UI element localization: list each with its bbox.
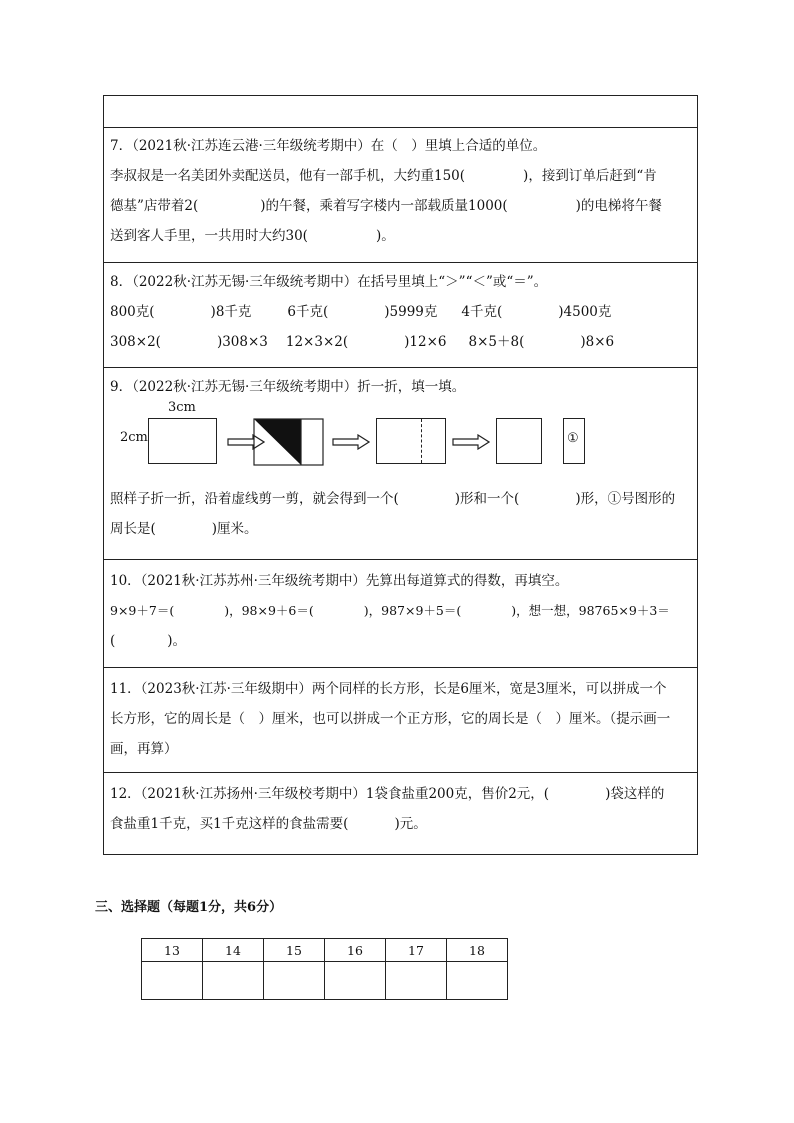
answer-grid [141,938,508,1000]
q7-header: 7．（2021秋·江苏连云港·三年级统考期中）在（ ）里填上合适的单位。 [110,138,547,154]
answer-cell-18[interactable] [447,962,508,1000]
question-9 [104,367,697,559]
dashed-line-shape [376,418,446,464]
q7-line1: 李叔叔是一名美团外卖配送员，他有一部手机，大约重150( )，接到订单后赶到“肯 [110,168,657,184]
section-3-title: 三、选择题（每题1分，共6分） [95,900,283,915]
q12-line2: 食盐重1千克，买1千克这样的食盐需要( )元。 [110,816,427,832]
question-7 [104,127,697,262]
q9-line1: 照样子折一折，沿着虚线剪一剪，就会得到一个( )形和一个( )形，①号图形的 [110,491,676,507]
q8-row1: 800克( )8千克 6千克( )5999克 4千克( )4500克 [110,304,612,320]
question-10 [104,559,697,667]
arrow-icon [332,434,370,450]
q10-header: 10．（2021秋·江苏苏州·三年级统考期中）先算出每道算式的得数，再填空。 [110,573,569,589]
answer-cell-13[interactable] [142,962,203,1000]
answer-col-header: 18 [447,939,508,962]
square-shape [496,418,542,464]
width-label: 3cm [168,400,196,415]
answer-input-row [142,962,508,1000]
answer-col-header: 13 [142,939,203,962]
q7-line3: 送到客人手里，一共用时大约30( )。 [110,228,395,244]
question-table [103,95,698,855]
q9-header: 9．（2022秋·江苏无锡·三年级统考期中）折一折，填一填。 [110,379,466,395]
q8-header: 8．（2022秋·江苏无锡·三年级统考期中）在括号里填上“＞”“＜”或“＝”。 [110,274,548,290]
q10-line2: ( )。 [110,633,187,649]
question-11 [104,667,697,772]
q9-line2: 周长是( )厘米。 [110,521,258,537]
rectangle-shape [148,418,217,464]
empty-row [104,96,697,127]
answer-col-header: 17 [386,939,447,962]
answer-col-header: 14 [203,939,264,962]
answer-cell-16[interactable] [325,962,386,1000]
answer-cell-17[interactable] [386,962,447,1000]
folded-shape [253,418,325,466]
q11-line1: 11．（2023秋·江苏·三年级期中）两个同样的长方形，长是6厘米，宽是3厘米，可以拼成一个 [110,681,667,697]
answer-cell-14[interactable] [203,962,264,1000]
piece-1-shape [563,418,585,464]
q11-line2: 长方形，它的周长是（ ）厘米，也可以拼成一个正方形，它的周长是（ ）厘米。（提示画一 [110,711,671,727]
answer-header-row [142,939,508,962]
folding-diagram [110,402,691,484]
q11-line3: 画，再算） [110,741,178,757]
answer-col-header: 15 [264,939,325,962]
q8-row2: 308×2( )308×3 12×3×2( )12×6 8×5＋8( )8×6 [110,334,615,350]
piece-1-label: ① [567,431,579,446]
height-label: 2cm [120,430,148,445]
q7-line2: 德基”店带着2( )的午餐，乘着写字楼内一部载质量1000( )的电梯将午餐 [110,198,662,214]
answer-cell-15[interactable] [264,962,325,1000]
question-8 [104,262,697,367]
q12-line1: 12．（2021秋·江苏扬州·三年级校考期中）1袋食盐重200克，售价2元，( )袋这样的 [110,786,665,802]
cut-line [421,419,422,463]
question-12 [104,772,697,854]
answer-col-header: 16 [325,939,386,962]
arrow-icon [452,434,490,450]
q10-line1: 9×9＋7＝( )，98×9＋6＝( )，987×9＋5＝( )，想一想，98765×9＋3＝ [110,603,670,618]
